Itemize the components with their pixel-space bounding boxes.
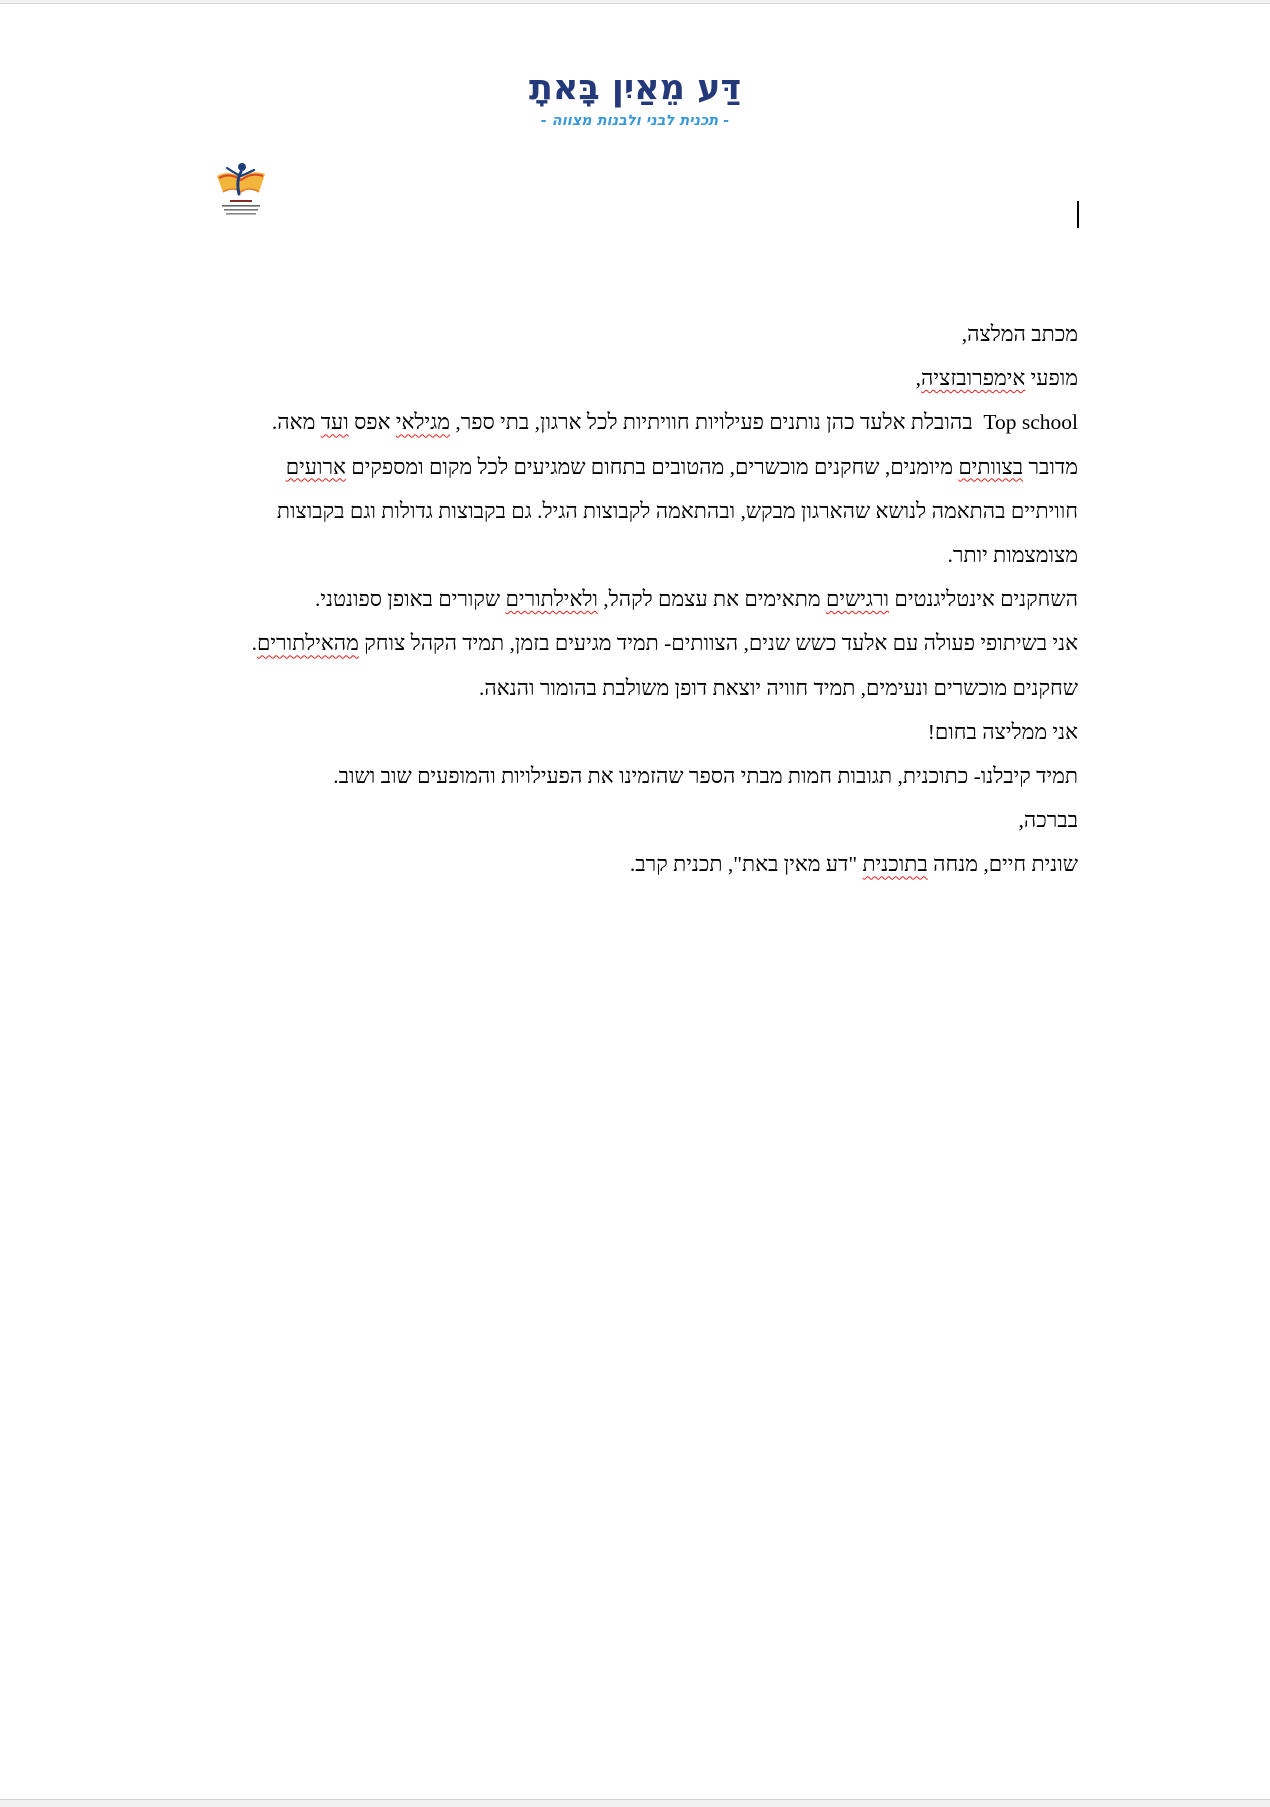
letter-body[interactable] (178, 312, 1078, 886)
text-run: שחקנים מוכשרים ונעימים, תמיד חוויה יוצאת דופן משולבת בהומור והנאה. (478, 675, 1078, 700)
misspelled-word[interactable]: בצוותים (958, 454, 1024, 479)
text-run: תמיד קיבלנו- כתוכנית, תגובות חמות מבתי הספר שהזמינו את הפעילויות והמופעים שוב ושוב. (333, 763, 1078, 788)
text-run: "דע מאין באת", תכנית קרב. (629, 852, 863, 877)
text-run: מאה. (271, 410, 321, 435)
misspelled-word[interactable]: מגילאי (395, 410, 450, 435)
misspelled-word[interactable]: ארועים (285, 454, 346, 479)
letter-title[interactable] (178, 312, 1078, 356)
body-paragraph[interactable] (178, 666, 1078, 710)
text-cursor (1077, 201, 1079, 228)
text-run: שונית חיים, מנחה (927, 852, 1078, 877)
body-paragraph[interactable] (178, 445, 1078, 489)
text-run: חוויתיים בהתאמה לנושא שהארגון מבקש, ובהתאמה לקבוצות הגיל. גם בקבוצות גדולות וגם בקבוצות (276, 498, 1078, 523)
misspelled-word[interactable]: ורגישים (825, 587, 890, 612)
body-paragraph[interactable] (178, 489, 1078, 533)
text-run: מצומצמות יותר. (947, 542, 1078, 567)
header-subtitle: - תכנית לבני ולבנות מצווה - (540, 113, 730, 129)
body-paragraph[interactable] (178, 400, 1078, 444)
body-paragraph[interactable] (178, 533, 1078, 577)
body-paragraph[interactable] (178, 754, 1078, 798)
misspelled-word[interactable]: ולאילתורים (505, 587, 598, 612)
letter-subject[interactable] (178, 356, 1078, 400)
text-run: מיומנים, שחקנים מוכשרים, מהטובים בתחום שמגיעים לכל מקום ומספקים (345, 454, 959, 479)
misspelled-word[interactable]: מהאילתורים (256, 631, 359, 656)
text-run: אני בשיתופי פעולה עם אלעד כשש שנים, הצוותים- תמיד מגיעים בזמן, תמיד הקהל צוחק (358, 631, 1078, 656)
text-run: . (251, 631, 257, 656)
text-run: השחקנים אינטליגנטים (889, 587, 1078, 612)
body-paragraph[interactable] (178, 621, 1078, 665)
misspelled-word[interactable]: אימפרובזציה (921, 366, 1026, 391)
text-run: אני ממליצה בחום! (927, 719, 1078, 744)
text-run: מופעי (1025, 366, 1078, 391)
text-run: מדובר (1023, 454, 1078, 479)
ministry-of-education-logo-icon (214, 161, 268, 223)
header-title: דַּע מֵאַיִן בָּאתָ (528, 68, 742, 108)
text-run: בברכה, (1018, 808, 1078, 833)
text-run: , (915, 366, 922, 391)
body-paragraph[interactable] (178, 577, 1078, 621)
closing[interactable] (178, 798, 1078, 842)
text-run: מתאימים את עצמם לקהל, (597, 587, 826, 612)
text-run: Top school בהובלת אלעד כהן נותנים פעילויות חוויתיות לכל ארגון, בתי ספר, (449, 410, 1078, 435)
body-paragraph[interactable] (178, 710, 1078, 754)
text-run: אפס (348, 410, 396, 435)
signature[interactable] (178, 842, 1078, 886)
text-run: מכתב המלצה, (961, 322, 1078, 346)
page-top-edge (0, 0, 1270, 4)
misspelled-word[interactable]: בתוכנית (862, 852, 928, 877)
text-run: שקורים באופן ספונטני. (315, 587, 506, 612)
misspelled-word[interactable]: ועד (320, 410, 349, 435)
